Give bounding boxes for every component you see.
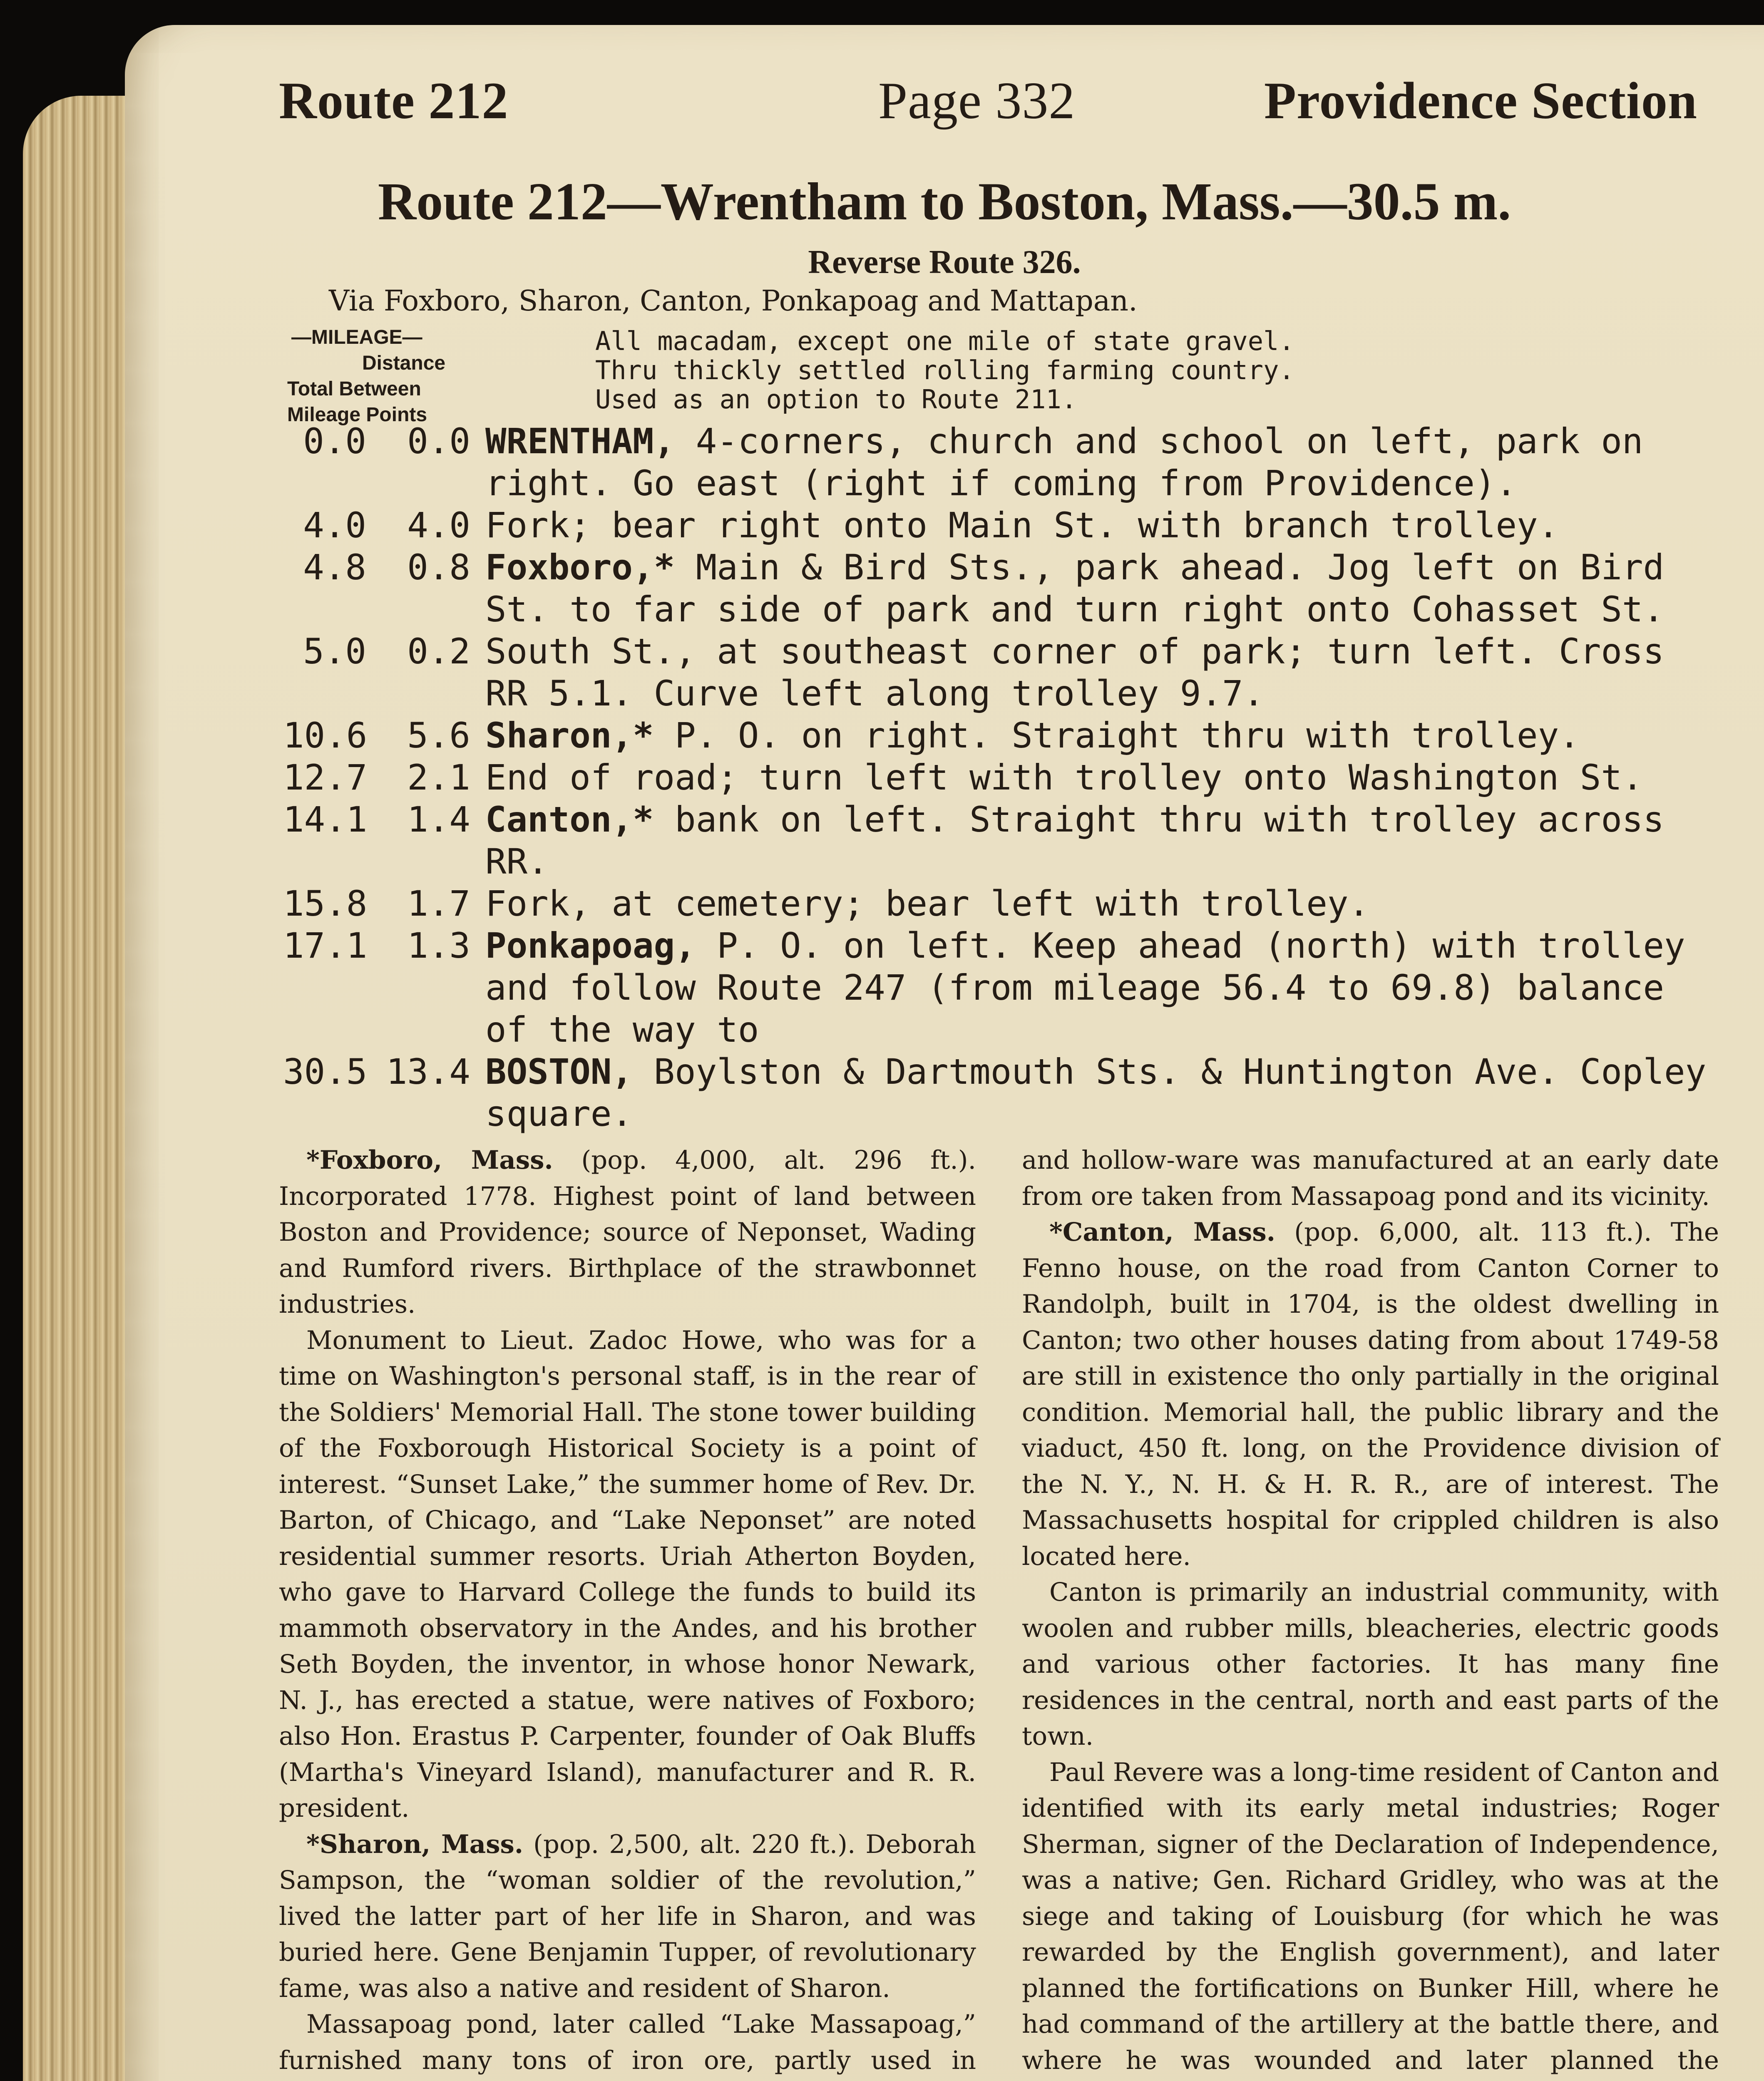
entry-text: End of road; turn left with trolley onto Washington St. <box>485 757 1643 798</box>
entry-distance: 5.6 <box>407 715 470 756</box>
entry-text: South St., at southeast corner of park; turn left. Cross RR 5.1. Curve left along trolley 9.7. <box>485 631 1665 714</box>
paragraph-text: Monument to Lieut. Zadoc Howe, who was for a time on Washington's personal staff, is in the rear of the Soldiers' Memorial Hall. The stone tower building of the Foxborough Historical Society is a point of interest. “Sunset Lake,” the summer home of Rev. Dr. Barton, of Chicago, and “Lake Neponset” are noted residential summer resorts. Uriah Atherton Boyden, who gave to Harvard College the funds to build its mammoth observatory in the Andes, and his brother Seth Boyden, the inventor, in whose honor Newark, N. J., has erected a statue, were natives of Foxboro; also Hon. Erastus P. Carpenter, founder of Oak Bluffs (Martha's Vineyard Island), manufacturer and R. R. president. <box>279 1325 976 1823</box>
entry-total-mileage: 4.0 <box>303 505 366 546</box>
entry-direction <box>485 883 1715 925</box>
entry-text: Boylston & Dartmouth Sts. & Huntington Ave. Copley square. <box>485 1051 1707 1134</box>
entry-direction <box>485 925 1715 1051</box>
paragraph <box>279 1323 976 1827</box>
mileage-key <box>287 325 475 428</box>
paragraph-text: Paul Revere was a long-time resident of Canton and identified with its early metal industries; Roger Sherman, signer of the Declaration of Independence, was a native; Gen. Richard Gridley, who was at the siege and taking of Louisburg (for which he was rewarded by the English government), and later planned the fortifications on Bunker Hill, where he had command of the artillery at the battle there, and where he was wounded and later planned the <box>1022 1757 1719 2075</box>
entry-distance: 1.4 <box>407 799 470 840</box>
route-entry <box>283 631 1715 715</box>
entry-text: 4-corners, church and school on left, park on right. Go east (right if coming from Providence). <box>485 421 1643 504</box>
paragraph <box>1022 1755 1719 2081</box>
entry-text: Main & Bird Sts., park ahead. Jog left on Bird St. to far side of park and turn right onto Cohasset St. <box>485 547 1665 630</box>
paragraph <box>279 2007 976 2081</box>
route-entry <box>283 883 1715 925</box>
running-head-route: Route 212 <box>279 72 509 130</box>
road-note: All macadam, except one mile of state gravel. <box>595 326 1294 356</box>
route-entry <box>283 504 1715 546</box>
entry-distance: 13.4 <box>386 1051 470 1092</box>
route-title: Route 212—Wrentham to Boston, Mass.—30.5 m. <box>378 172 1511 231</box>
paragraph-text: (pop. 6,000, alt. 113 ft.). The Fenno house, on the road from Canton Corner to Randolph, built in 1704, is the oldest dwelling in Canton; two other houses dating from about 1749-58 are still in existence tho only partially in the original condition. Memorial hall, the public library and the viaduct, 450 ft. long, on the Providence division of the N. Y., N. H. & H. R. R., are of interest. The Massachusetts hospital for crippled children is also located here. <box>1022 1217 1719 1571</box>
right-text-column <box>1022 1142 1719 2081</box>
entry-total-mileage: 17.1 <box>283 925 368 966</box>
entry-distance: 1.7 <box>407 883 470 924</box>
road-note: Thru thickly settled rolling farming country. <box>595 355 1294 385</box>
entry-total-mileage: 4.8 <box>303 547 366 588</box>
entry-distance: 0.2 <box>407 631 470 672</box>
running-head-page: Page 332 <box>878 72 1076 130</box>
entry-direction <box>485 1051 1715 1135</box>
paragraph-text: Massapoag pond, later called “Lake Massapoag,” furnished many tons of iron ore, partly used in <box>279 2009 976 2075</box>
entry-distance: 0.8 <box>407 547 470 588</box>
entry-distance: 0.0 <box>407 421 470 462</box>
entry-total-mileage: 0.0 <box>303 421 366 462</box>
entry-total-mileage: 10.6 <box>283 715 368 756</box>
left-text-column <box>279 1142 976 2081</box>
entry-direction <box>485 757 1715 799</box>
paragraph <box>1022 1142 1719 1214</box>
entry-direction <box>485 799 1715 883</box>
paragraph-heading: *Foxboro, Mass. <box>306 1145 553 1175</box>
entry-direction <box>485 715 1715 757</box>
entry-place-name: Ponkapoag, <box>485 925 696 966</box>
entry-text: Fork, at cemetery; bear left with trolley. <box>485 883 1370 924</box>
paragraph-heading: *Canton, Mass. <box>1049 1217 1275 1247</box>
running-head-section: Providence Section <box>1264 72 1697 130</box>
mileage-key-label: —MILEAGE— <box>291 326 422 348</box>
entry-total-mileage: 14.1 <box>283 799 368 840</box>
entry-total-mileage: 30.5 <box>283 1051 368 1092</box>
entry-place-name: BOSTON, <box>485 1051 633 1092</box>
entry-place-name: Canton,* <box>485 799 654 840</box>
route-entry <box>283 546 1715 631</box>
paragraph <box>279 1142 976 1323</box>
mileage-key-points: Mileage Points <box>287 404 427 426</box>
entry-direction <box>485 546 1715 631</box>
route-entry <box>283 1051 1715 1135</box>
entry-place-name: Foxboro,* <box>485 547 675 588</box>
route-entry <box>283 715 1715 757</box>
entry-total-mileage: 5.0 <box>303 631 366 672</box>
paragraph <box>1022 1574 1719 1755</box>
entry-direction <box>485 504 1715 546</box>
entry-total-mileage: 12.7 <box>283 757 368 798</box>
route-entry <box>283 799 1715 883</box>
mileage-key-total: Total Between <box>287 378 421 400</box>
paragraph-text: (pop. 4,000, alt. 296 ft.). Incorporated 1778. Highest point of land between Boston and Providence; source of Neponset, Wading and Rumford rivers. Birthplace of the strawbonnet industries. <box>279 1145 976 1319</box>
paragraph-heading: *Sharon, Mass. <box>306 1829 524 1859</box>
entry-distance: 4.0 <box>407 505 470 546</box>
entry-text: P. O. on left. Keep ahead (north) with trolley and follow Route 247 (from mileage 56.4 to 69.8) balance of the way to <box>485 925 1685 1050</box>
entry-text: Fork; bear right onto Main St. with branch trolley. <box>485 505 1559 546</box>
route-entry <box>283 420 1715 504</box>
route-entry <box>283 925 1715 1051</box>
via-line: Via Foxboro, Sharon, Canton, Ponkapoag and Mattapan. <box>329 285 1138 318</box>
entry-distance: 2.1 <box>407 757 470 798</box>
paragraph <box>279 1827 976 2007</box>
entry-direction <box>485 631 1715 715</box>
entry-total-mileage: 15.8 <box>283 883 368 924</box>
route-entry <box>283 757 1715 799</box>
road-note: Used as an option to Route 211. <box>595 384 1077 415</box>
reverse-route-subtitle: Reverse Route 326. <box>808 244 1081 281</box>
entry-text: P. O. on right. Straight thru with trolley. <box>653 715 1580 756</box>
entry-direction <box>485 420 1715 504</box>
paragraph-text: Canton is primarily an industrial community, with woolen and rubber mills, bleacheries, electric goods and various other factories. It has many fine residences in the central, north and east parts of the town. <box>1022 1577 1719 1751</box>
entry-place-name: WRENTHAM, <box>485 421 675 462</box>
entry-text: bank on left. Straight thru with trolley across RR. <box>485 799 1665 882</box>
route-directions-table <box>283 420 1715 1135</box>
road-notes <box>595 327 1294 414</box>
paragraph-text: and hollow-ware was manufactured at an early date from ore taken from Massapoag pond and its vicinity. <box>1022 1145 1719 1211</box>
paragraph <box>1022 1214 1719 1574</box>
paragraph-text: (pop. 2,500, alt. 220 ft.). Deborah Sampson, the “woman soldier of the revolution,” lived the latter part of her life in Sharon, and was buried here. Gene Benjamin Tupper, of revolutionary fame, was also a native and resident of Sharon. <box>279 1829 976 2003</box>
entry-distance: 1.3 <box>407 925 470 966</box>
entry-place-name: Sharon,* <box>485 715 654 756</box>
mileage-key-distance: Distance <box>362 352 446 374</box>
